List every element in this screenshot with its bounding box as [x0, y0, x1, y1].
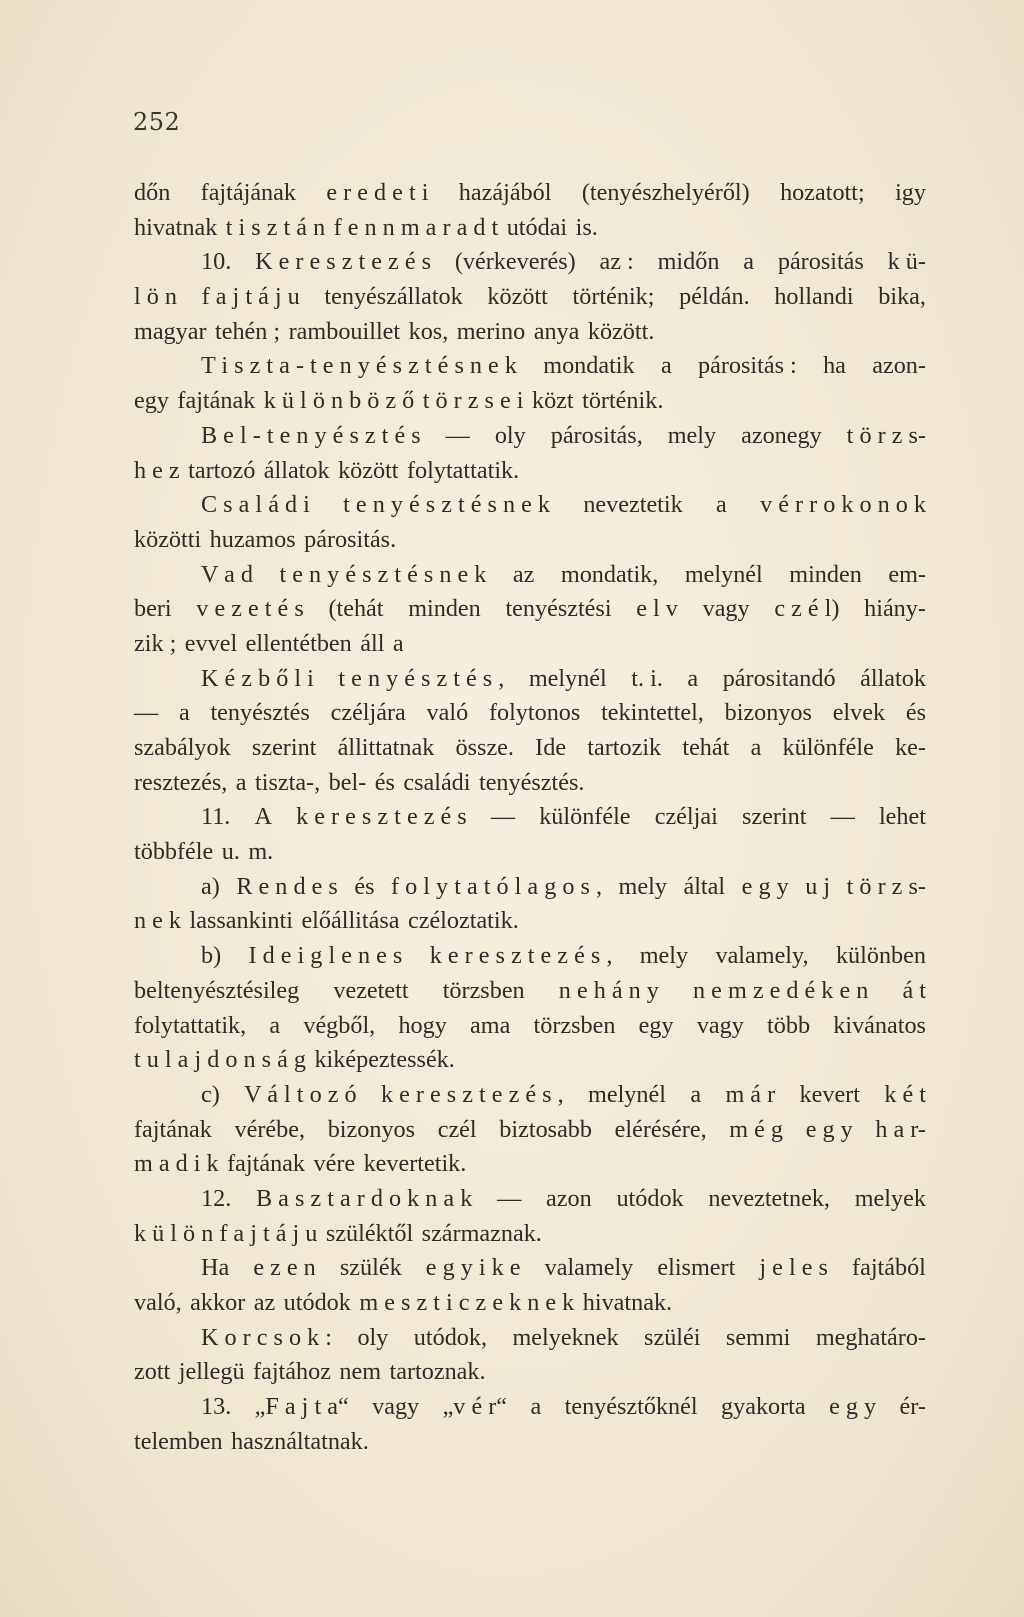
word: az — [253, 1289, 276, 1316]
word: — — [134, 699, 159, 727]
word: vezetett — [333, 976, 409, 1004]
word: a — [716, 491, 727, 519]
word: T i s z t a - t e n y é s z t é s n e k — [201, 352, 517, 380]
word: tenyésztés — [210, 699, 310, 727]
word: és — [354, 872, 375, 900]
text-line — [134, 349, 926, 384]
word: által — [683, 872, 726, 900]
word: tekintettel, — [601, 699, 704, 727]
word: kevert — [799, 1080, 860, 1108]
word: különféle — [539, 803, 631, 831]
text-line — [134, 1113, 926, 1148]
page-number: 252 — [133, 108, 181, 136]
word: is. — [575, 213, 598, 241]
text-line — [134, 315, 926, 350]
text-line — [134, 1390, 926, 1425]
word: hollandi — [774, 283, 854, 311]
text-line — [134, 1043, 926, 1078]
text-line — [134, 1425, 926, 1460]
word: családi — [403, 768, 471, 796]
text-line — [134, 211, 926, 246]
word: e r e d e t i — [326, 179, 429, 206]
word: meghatáro- — [815, 1323, 926, 1351]
word: tehén ; — [215, 317, 281, 345]
word: e z e n — [253, 1254, 316, 1282]
text-line — [134, 835, 926, 870]
word: igy — [895, 179, 926, 206]
word: merino — [456, 317, 526, 345]
word: t e n y é s z t é s , — [338, 664, 505, 692]
word: hivatnak. — [582, 1289, 673, 1316]
word: mondatik, — [560, 560, 659, 588]
word: (tehát — [328, 595, 384, 623]
word: származnak. — [421, 1219, 542, 1247]
word: gyakorta — [721, 1393, 806, 1421]
word: azon — [546, 1184, 592, 1212]
word: e l v — [636, 595, 678, 623]
word: vagy — [372, 1393, 420, 1421]
word: beri — [134, 595, 172, 623]
word: való, — [134, 1289, 182, 1316]
word: akkor — [190, 1289, 246, 1316]
word: — — [445, 421, 470, 449]
word: fajtájának — [200, 179, 296, 206]
word: melynél — [528, 664, 607, 692]
word: u j — [805, 872, 831, 900]
word: á t — [902, 976, 926, 1004]
word: c z é l) — [774, 595, 840, 623]
word: ke- — [895, 734, 926, 761]
text-line — [134, 1286, 926, 1321]
text-line — [134, 1217, 926, 1252]
word: k e r e s z t e z é s — [296, 803, 467, 831]
word: többféle — [134, 838, 214, 866]
word: folytonos — [488, 699, 581, 727]
word: állatok — [263, 456, 330, 484]
word: beltenyésztésileg — [134, 976, 300, 1004]
word: a — [750, 734, 762, 761]
word: — — [490, 803, 516, 831]
text-line — [134, 558, 926, 593]
text-line — [134, 1251, 926, 1286]
word: hivatnak — [134, 213, 218, 241]
word: melynél — [588, 1080, 666, 1108]
word: czéljai — [654, 803, 718, 831]
word: neveztetnek, — [708, 1184, 830, 1212]
text-line — [134, 1321, 926, 1356]
word: b) — [201, 942, 222, 970]
word: vagy — [696, 1011, 744, 1039]
text-line — [134, 1078, 926, 1113]
word: „F a j t a“ — [254, 1393, 349, 1421]
word: t i s z t á n — [225, 213, 326, 241]
word: tenyésztési — [505, 595, 612, 623]
word: (vérkeverés) — [454, 248, 576, 276]
word: 12. — [201, 1184, 232, 1212]
word: a — [269, 1011, 281, 1039]
word: m e s z t i c z e k n e k — [359, 1289, 575, 1316]
word: huzamos — [209, 525, 296, 553]
word: tartozik — [587, 734, 662, 761]
word: k ü l ö n b ö z ő — [263, 387, 415, 415]
word: szülék — [339, 1254, 402, 1282]
word: oly — [357, 1323, 389, 1351]
word: valamely — [544, 1254, 634, 1282]
word: fajtának — [227, 1150, 306, 1178]
word: e g y — [805, 1115, 853, 1143]
word: minden — [408, 595, 481, 623]
word: magyar — [134, 317, 207, 345]
word: lassankinti — [189, 907, 293, 935]
word: e g y i k e — [425, 1254, 521, 1282]
word: tiszta-, — [255, 768, 321, 796]
word: párositás, — [550, 421, 643, 449]
word: szüléi — [644, 1323, 701, 1351]
word: t ö r z s- — [846, 872, 926, 900]
word: m a d i k — [134, 1150, 219, 1178]
text-line — [134, 245, 926, 280]
word: ha — [823, 352, 846, 380]
word: k ü l ö n f a j t á j u — [134, 1219, 318, 1247]
text-line — [134, 523, 926, 558]
text-line — [134, 662, 926, 697]
word: a — [690, 1080, 702, 1108]
text-line — [134, 1147, 926, 1182]
word: a — [392, 629, 404, 657]
word: folytattatik. — [407, 456, 520, 484]
word: t ö r z s- — [846, 421, 926, 449]
word: párositandó — [722, 664, 836, 692]
word: biztosabb — [499, 1115, 592, 1143]
word: a — [687, 664, 699, 692]
word: t ö r z s e i — [422, 387, 524, 415]
word: kivánatos — [833, 1011, 926, 1039]
word: czél — [437, 1115, 477, 1143]
word: párositás — [777, 248, 864, 276]
text-line — [134, 419, 926, 454]
word: m á r — [725, 1080, 776, 1108]
word: u. — [221, 838, 240, 866]
word: különben — [835, 942, 926, 970]
word: utódai — [506, 213, 568, 241]
word: melyek — [854, 1184, 926, 1212]
word: állatok — [860, 664, 926, 692]
word: vére — [313, 1150, 356, 1178]
word: kos, — [408, 317, 449, 345]
word: a — [235, 768, 247, 796]
text-line — [134, 800, 926, 835]
word: használtatnak. — [231, 1427, 369, 1455]
body-text — [134, 176, 926, 1459]
word: különféle — [782, 734, 874, 761]
word: több — [767, 1011, 811, 1039]
word: t u l a j d o n s á g — [134, 1046, 306, 1074]
word: szerint — [251, 734, 317, 761]
word: példán. — [679, 283, 750, 311]
word: melyeknek — [512, 1323, 619, 1351]
word: evvel — [184, 629, 238, 657]
word: ér- — [899, 1393, 926, 1421]
text-line — [134, 974, 926, 1009]
word: fajtának — [177, 387, 256, 415]
word: egy — [134, 387, 169, 415]
word: (tenyészhelyéről) — [581, 179, 750, 206]
word: elérésére, — [614, 1115, 707, 1143]
word: n e m z e d é k e n — [693, 976, 869, 1004]
word: K é z b ő l i — [201, 664, 314, 692]
word: f a j t á j u — [201, 283, 300, 311]
word: közötti — [134, 525, 202, 553]
word: K e r e s z t e z é s — [255, 248, 432, 276]
word: valamely, — [715, 942, 809, 970]
text-line — [134, 731, 926, 766]
word: e g y — [741, 872, 789, 900]
word: V á l t o z ó — [244, 1080, 357, 1108]
text-line — [134, 454, 926, 489]
word: lehet — [878, 803, 926, 831]
word: bizonyos — [327, 1115, 416, 1143]
word: k e r e s z t e z é s , — [380, 1080, 564, 1108]
word: bika, — [878, 283, 926, 311]
word: zott — [134, 1358, 171, 1386]
text-line — [134, 280, 926, 315]
word: hogy — [398, 1011, 447, 1039]
text-line — [134, 1009, 926, 1044]
word: vagy — [702, 595, 750, 623]
word: t e n y é s z t é s n e k — [343, 491, 551, 519]
word: zik ; — [134, 629, 177, 657]
word: „v é r“ — [442, 1393, 508, 1421]
word: utódok — [283, 1289, 351, 1316]
text-line — [134, 488, 926, 523]
word: 10. — [201, 248, 232, 276]
word: párositás. — [304, 525, 397, 553]
word: v e z e t é s — [196, 595, 304, 623]
word: előállitása — [301, 907, 400, 935]
word: folytattatik, — [134, 1011, 247, 1039]
word: szerint — [741, 803, 807, 831]
word: között. — [587, 317, 655, 345]
word: a — [178, 699, 190, 727]
word: kevertetik. — [363, 1150, 467, 1178]
text-line — [134, 766, 926, 801]
word: minden — [789, 560, 862, 588]
word: hazájából — [458, 179, 552, 206]
word: B a s z t a r d o k n a k — [256, 1184, 473, 1212]
word: jellegü — [178, 1358, 245, 1386]
word: 11. — [201, 803, 231, 831]
word: bizonyos — [724, 699, 812, 727]
word: tenyésztés. — [478, 768, 585, 796]
word: K o r c s o k : — [201, 1323, 332, 1351]
word: történik. — [582, 387, 664, 415]
word: áll — [360, 629, 385, 657]
word: azonegy — [741, 421, 822, 449]
word: azon- — [872, 352, 926, 380]
word: m é g — [729, 1115, 784, 1143]
word: hiány- — [864, 595, 926, 623]
word: f o l y t a t ó l a g o s , — [391, 872, 602, 900]
word: tenyészállatok — [324, 283, 463, 311]
word: — — [497, 1184, 522, 1212]
word: rambouillet — [288, 317, 401, 345]
word: neveztetik — [583, 491, 683, 519]
word: midőn — [657, 248, 720, 276]
text-line — [134, 1355, 926, 1390]
word: a — [743, 248, 755, 276]
word: kiképeztessék. — [314, 1046, 455, 1074]
text-line — [134, 592, 926, 627]
word: f e n n m a r a d t — [333, 213, 499, 241]
word: tehát — [682, 734, 730, 761]
word: ellentétben — [245, 629, 352, 657]
word: k é t — [884, 1080, 926, 1108]
word: fajtából — [852, 1254, 926, 1282]
word: t e n y é s z t é s n e k — [279, 560, 487, 588]
word: fajtának — [134, 1115, 212, 1143]
word: h e z — [134, 456, 180, 484]
word: k e r e s z t e z é s , — [429, 942, 613, 970]
word: a — [530, 1393, 542, 1421]
word: 13. — [201, 1393, 232, 1421]
word: szabályok — [134, 734, 231, 761]
word: C s a l á d i — [201, 491, 310, 519]
word: l ö n — [134, 283, 178, 311]
word: j e l e s — [759, 1254, 828, 1282]
word: czéloztatik. — [407, 907, 519, 935]
word: anya — [533, 317, 580, 345]
word: t. i. — [631, 664, 663, 692]
word: való — [426, 699, 469, 727]
text-line — [134, 1182, 926, 1217]
word: az : — [599, 248, 634, 276]
word: Ide — [535, 734, 567, 761]
word: törzsben — [442, 976, 525, 1004]
word: utódok — [616, 1184, 684, 1212]
word: utódok, — [413, 1323, 488, 1351]
text-line — [134, 870, 926, 905]
word: a) — [201, 872, 220, 900]
word: v é r r o k o n o k — [760, 491, 926, 519]
word: mondatik — [543, 352, 635, 380]
text-line — [134, 904, 926, 939]
word: n e k — [134, 907, 182, 935]
word: párositás : — [698, 352, 797, 380]
word: történik; — [572, 283, 655, 311]
word: hozatott; — [780, 179, 865, 206]
word: n e h á n y — [558, 976, 659, 1004]
word: törzsben — [533, 1011, 616, 1039]
word: közt — [531, 387, 574, 415]
word: semmi — [725, 1323, 791, 1351]
word: mely — [667, 421, 717, 449]
word: c) — [201, 1080, 220, 1108]
word: és — [905, 699, 926, 727]
word: Ha — [201, 1254, 230, 1282]
word: dőn — [134, 179, 171, 206]
word: ama — [470, 1011, 511, 1039]
word: k ü- — [887, 248, 926, 276]
word: oly — [494, 421, 526, 449]
word: között — [338, 456, 399, 484]
word: h a r- — [875, 1115, 926, 1143]
word: nem — [339, 1358, 382, 1386]
word: és — [374, 768, 395, 796]
word: em- — [888, 560, 926, 588]
word: között — [487, 283, 548, 311]
word: elismert — [657, 1254, 736, 1282]
word: állittatnak — [337, 734, 435, 761]
word: vérébe, — [234, 1115, 306, 1143]
text-line — [134, 939, 926, 974]
word: mely — [639, 942, 689, 970]
word: telemben — [134, 1427, 223, 1455]
word: elvek — [832, 699, 886, 727]
word: egy — [638, 1011, 674, 1039]
word: mely — [618, 872, 667, 900]
word: szüléktől — [325, 1219, 414, 1247]
word: B e l - t e n y é s z t é s — [201, 421, 421, 449]
word: m. — [248, 838, 274, 866]
word: fajtához — [253, 1358, 331, 1386]
text-line — [134, 176, 926, 211]
word: V a d — [201, 560, 253, 588]
word: R e n d e s — [236, 872, 338, 900]
word: bel- — [328, 768, 367, 796]
word: végből, — [303, 1011, 376, 1039]
word: a — [660, 352, 672, 380]
word: az — [512, 560, 535, 588]
text-line — [134, 627, 926, 662]
word: I d e i g l e n e s — [248, 942, 403, 970]
word: — — [830, 803, 855, 831]
word: A — [254, 803, 272, 831]
word: melynél — [684, 560, 763, 588]
word: tartoznak. — [389, 1358, 486, 1386]
word: össze. — [455, 734, 514, 761]
text-line — [134, 384, 926, 419]
word: resztezés, — [134, 768, 228, 796]
word: tenyésztőknél — [564, 1393, 698, 1421]
word: e g y — [829, 1393, 877, 1421]
word: czéljára — [330, 699, 406, 727]
text-line — [134, 696, 926, 731]
word: tartozó — [188, 456, 256, 484]
